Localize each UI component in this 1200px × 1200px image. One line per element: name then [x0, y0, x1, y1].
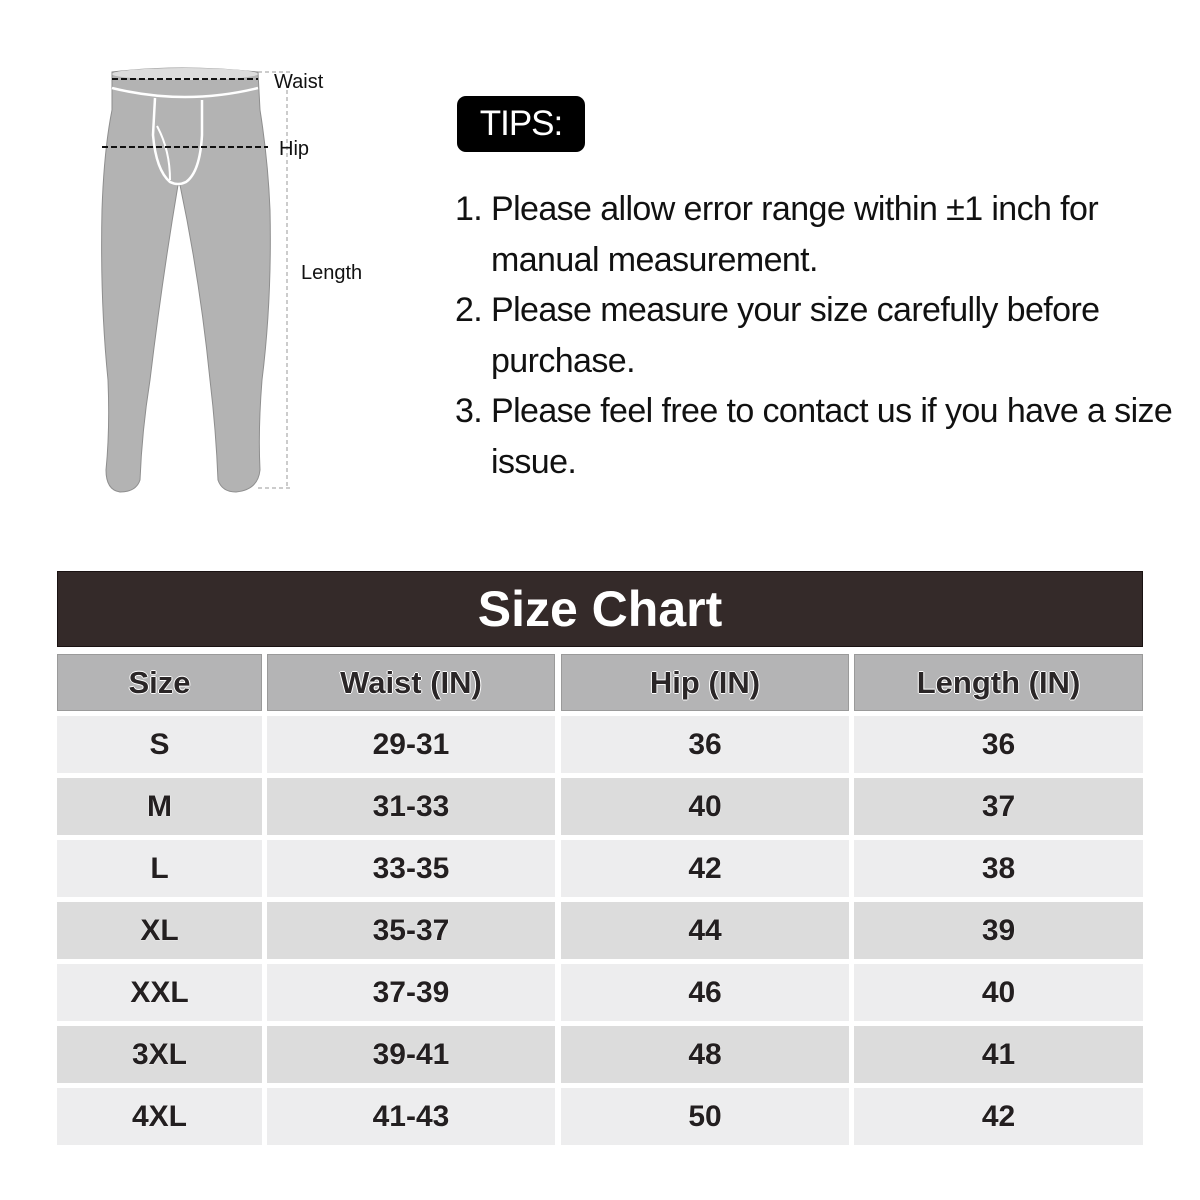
tip-text: Please measure your size carefully before purchase.: [491, 291, 1100, 380]
header-hip: Hip (IN): [561, 654, 849, 711]
pants-measurement-diagram: [90, 50, 410, 510]
table-row: [57, 1026, 1143, 1083]
cell-size: XL: [57, 902, 262, 959]
tip-item: [455, 386, 1175, 487]
cell-length: 36: [854, 716, 1143, 773]
cell-hip: 48: [561, 1026, 849, 1083]
cell-size: L: [57, 840, 262, 897]
cell-size: 3XL: [57, 1026, 262, 1083]
table-row: [57, 716, 1143, 773]
cell-size: 4XL: [57, 1088, 262, 1145]
cell-waist: 39-41: [267, 1026, 555, 1083]
size-chart-title: Size Chart: [57, 571, 1143, 647]
tip-item: [455, 184, 1175, 285]
cell-waist: 31-33: [267, 778, 555, 835]
cell-hip: 36: [561, 716, 849, 773]
header-waist: Waist (IN): [267, 654, 555, 711]
cell-length: 40: [854, 964, 1143, 1021]
tips-list: [455, 184, 1175, 487]
tip-number: 1.: [455, 190, 483, 228]
cell-length: 38: [854, 840, 1143, 897]
cell-waist: 29-31: [267, 716, 555, 773]
cell-length: 37: [854, 778, 1143, 835]
table-row: [57, 902, 1143, 959]
cell-hip: 46: [561, 964, 849, 1021]
table-row: [57, 964, 1143, 1021]
cell-hip: 44: [561, 902, 849, 959]
length-label: Length: [301, 262, 363, 284]
header-size: Size: [57, 654, 262, 711]
tip-number: 2.: [455, 291, 483, 329]
table-header-row: [57, 654, 1143, 711]
cell-waist: 41-43: [267, 1088, 555, 1145]
cell-size: M: [57, 778, 262, 835]
tip-item: [455, 285, 1175, 386]
table-row: [57, 778, 1143, 835]
cell-size: S: [57, 716, 262, 773]
header-length: Length (IN): [854, 654, 1143, 711]
table-row: [57, 1088, 1143, 1145]
cell-hip: 40: [561, 778, 849, 835]
tips-badge: TIPS:: [457, 96, 585, 152]
hip-label: Hip: [279, 138, 310, 160]
cell-length: 42: [854, 1088, 1143, 1145]
cell-hip: 42: [561, 840, 849, 897]
cell-length: 41: [854, 1026, 1143, 1083]
cell-length: 39: [854, 902, 1143, 959]
cell-waist: 35-37: [267, 902, 555, 959]
tip-text: Please allow error range within ±1 inch for manual measurement.: [491, 190, 1099, 279]
waist-label: Waist: [274, 71, 324, 93]
cell-waist: 37-39: [267, 964, 555, 1021]
cell-waist: 33-35: [267, 840, 555, 897]
cell-size: XXL: [57, 964, 262, 1021]
cell-hip: 50: [561, 1088, 849, 1145]
tip-number: 3.: [455, 392, 483, 430]
table-row: [57, 840, 1143, 897]
tip-text: Please feel free to contact us if you have a size issue.: [491, 392, 1173, 481]
